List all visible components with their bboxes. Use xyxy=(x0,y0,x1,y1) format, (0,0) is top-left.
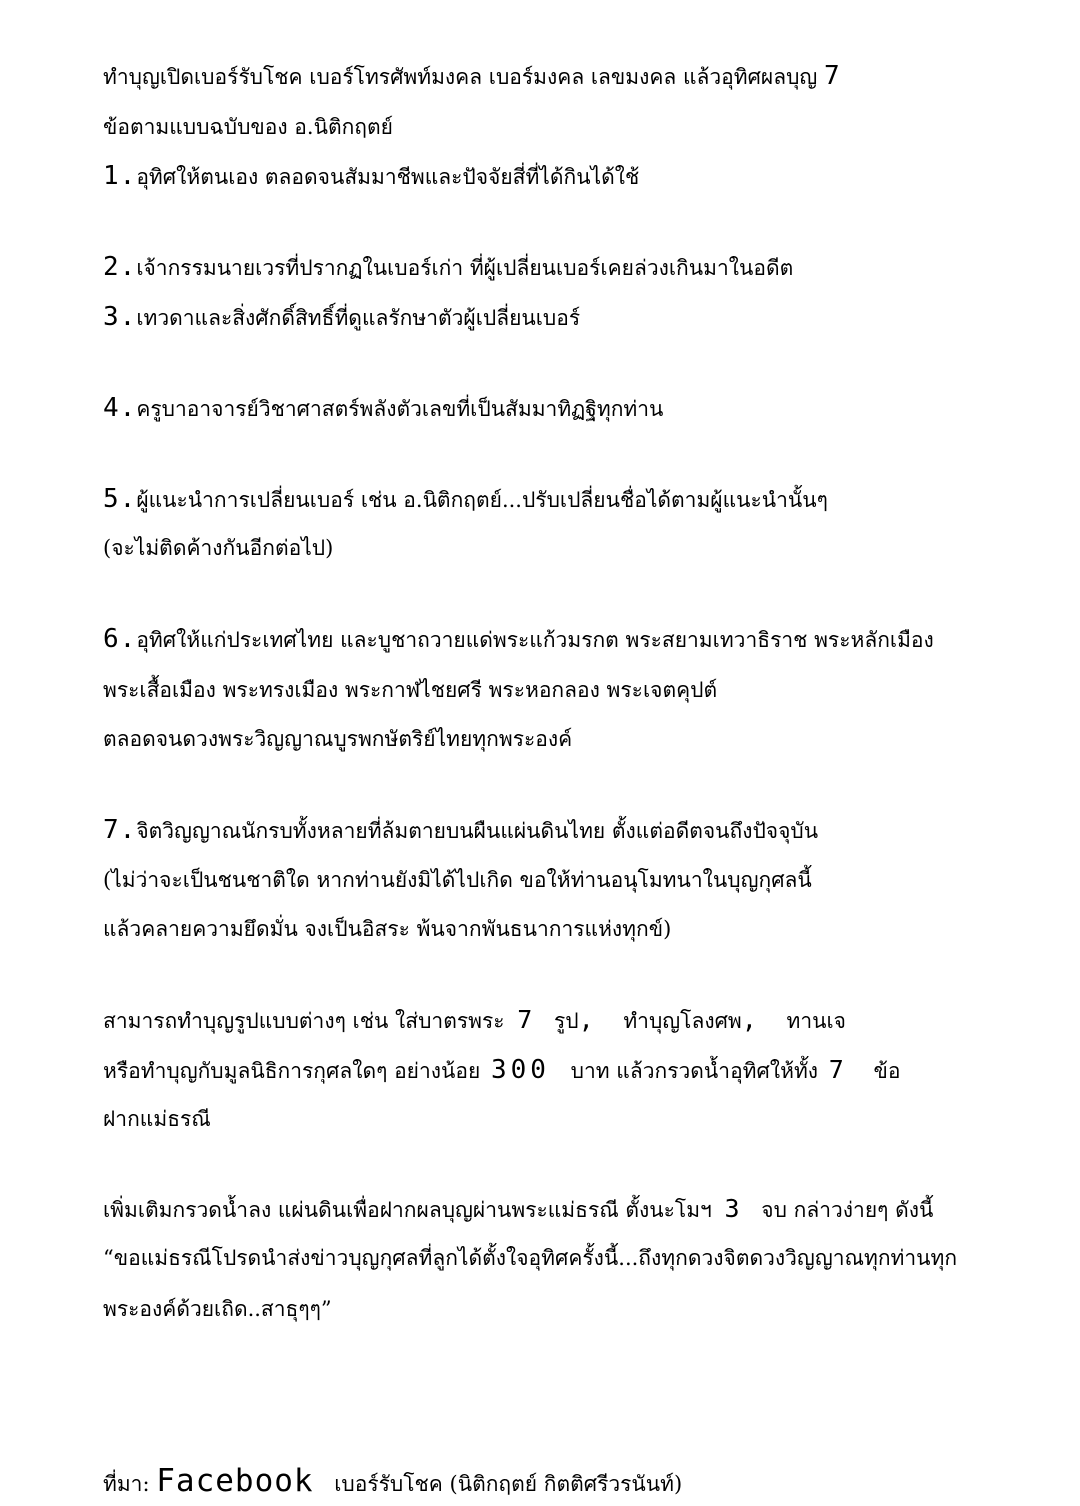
item-text: พระเสื้อเมือง พระทรงเมือง พระกาฬไชยศรี พระหอกลอง พระเจตคุปต์ xyxy=(103,678,718,702)
source-prefix: ที่มา: xyxy=(103,1472,150,1496)
item-number: 6. xyxy=(103,624,137,654)
item-text: แล้วคลายความยึดมั่น จงเป็นอิสระ พ้นจากพันธนาการแห่งทุกข์) xyxy=(103,917,672,941)
extra-line-1 xyxy=(103,1194,933,1224)
merit-text: บาท แล้วกรวดน้ำอุทิศให้ทั้ง xyxy=(570,1059,819,1083)
list-item-7 xyxy=(103,815,818,845)
list-item-5 xyxy=(103,484,828,514)
merit-text: หรือทำบุญกับมูลนิธิการกุศลใดๆ อย่างน้อย xyxy=(103,1059,481,1083)
list-item-6-cont-2 xyxy=(103,724,572,754)
merit-number: 7 xyxy=(828,1055,845,1084)
merit-line-1 xyxy=(103,1005,846,1035)
merit-text: ฝากแม่ธรณี xyxy=(103,1107,211,1131)
merit-line-3 xyxy=(103,1104,211,1134)
item-text: (จะไม่ติดค้างกันอีกต่อไป) xyxy=(103,536,334,560)
item-text: (ไม่ว่าจะเป็นชนชาติใด หากท่านยังมิได้ไปเกิด ขอให้ท่านอนุโมทนาในบุญกุศลนี้ xyxy=(103,868,812,892)
merit-text: ทานเจ xyxy=(786,1009,846,1033)
merit-text: รูป xyxy=(553,1009,579,1033)
merit-comma: , xyxy=(741,1005,758,1034)
item-text: อุทิศให้แก่ประเทศไทย และบูชาถวายแด่พระแก้วมรกต พระสยามเทวาธิราช พระหลักเมือง xyxy=(136,628,934,652)
item-number: 7. xyxy=(103,815,137,845)
item-text: ครูบาอาจารย์วิชาศาสตร์พลังตัวเลขที่เป็นสัมมาทิฏฐิทุกท่าน xyxy=(136,397,664,421)
list-item-5-cont xyxy=(103,533,333,563)
extra-text: “ขอแม่ธรณีโปรดนำส่งข่าวบุญกุศลที่ลูกได้ตั้งใจอุทิศครั้งนี้...ถึงทุกดวงจิตดวงวิญญาณทุกท่านทุก xyxy=(103,1246,958,1270)
merit-text: ทำบุญโลงศพ xyxy=(623,1009,742,1033)
item-text: ผู้แนะนำการเปลี่ยนเบอร์ เช่น อ.นิติกฤตย์...ปรับเปลี่ยนชื่อได้ตามผู้แนะนำนั้นๆ xyxy=(136,488,828,512)
item-text: เจ้ากรรมนายเวรที่ปรากฏในเบอร์เก่า ที่ผู้เปลี่ยนเบอร์เคยล่วงเกินมาในอดีต xyxy=(136,256,794,280)
item-text: ตลอดจนดวงพระวิญญาณบูรพกษัตริย์ไทยทุกพระองค์ xyxy=(103,727,573,751)
list-item-6-cont-1 xyxy=(103,675,717,705)
intro-line-1 xyxy=(103,61,841,91)
item-number: 1. xyxy=(103,161,137,191)
list-item-4 xyxy=(103,393,663,423)
extra-line-2 xyxy=(103,1243,957,1273)
extra-text: เพิ่มเติมกรวดน้ำลง แผ่นดินเพื่อฝากผลบุญผ่านพระแม่ธรณี ตั้งนะโมฯ xyxy=(103,1198,712,1222)
source-line xyxy=(103,1464,682,1498)
extra-number: 3 xyxy=(724,1194,741,1223)
item-number: 2. xyxy=(103,252,137,282)
item-number: 5. xyxy=(103,484,137,514)
merit-comma: , xyxy=(578,1005,595,1034)
item-text: เทวดาและสิ่งศักดิ์สิทธิ์ที่ดูแลรักษาตัวผู้เปลี่ยนเบอร์ xyxy=(136,306,581,330)
list-item-2 xyxy=(103,252,793,282)
source-platform: Facebook xyxy=(156,1463,314,1499)
intro-text: ทำบุญเปิดเบอร์รับโชค เบอร์โทรศัพท์มงคล เบอร์มงคล เลขมงคล แล้วอุทิศผลบุญ xyxy=(103,65,818,89)
merit-text: ข้อ xyxy=(873,1059,901,1083)
list-item-3 xyxy=(103,302,580,332)
item-text: อุทิศให้ตนเอง ตลอดจนสัมมาชีพและปัจจัยสี่ที่ได้กินได้ใช้ xyxy=(136,165,640,189)
merit-number: 300 xyxy=(491,1055,550,1085)
intro-number: 7 xyxy=(824,61,841,91)
list-item-7-cont-2 xyxy=(103,914,671,944)
intro-text-2: ข้อตามแบบฉบับของ อ.นิติกฤตย์ xyxy=(103,115,393,139)
item-number: 4. xyxy=(103,393,137,423)
list-item-1 xyxy=(103,161,639,191)
item-number: 3. xyxy=(103,302,137,332)
intro-line-2 xyxy=(103,112,393,142)
extra-text: จบ กล่าวง่ายๆ ดังนี้ xyxy=(761,1198,934,1222)
source-name: เบอร์รับโชค (นิติกฤตย์ กิตติศรีวรนันท์) xyxy=(334,1472,683,1496)
item-text: จิตวิญญาณนักรบทั้งหลายที่ล้มตายบนผืนแผ่นดินไทย ตั้งแต่อดีตจนถึงปัจจุบัน xyxy=(136,819,819,843)
extra-text: พระองค์ด้วยเถิด..สาธุๆๆ” xyxy=(103,1297,332,1321)
merit-text: สามารถทำบุญรูปแบบต่างๆ เช่น ใส่บาตรพระ xyxy=(103,1009,505,1033)
extra-line-3 xyxy=(103,1294,332,1324)
list-item-6 xyxy=(103,624,934,654)
list-item-7-cont-1 xyxy=(103,865,812,895)
merit-line-2 xyxy=(103,1055,900,1085)
merit-number: 7 xyxy=(517,1005,534,1034)
